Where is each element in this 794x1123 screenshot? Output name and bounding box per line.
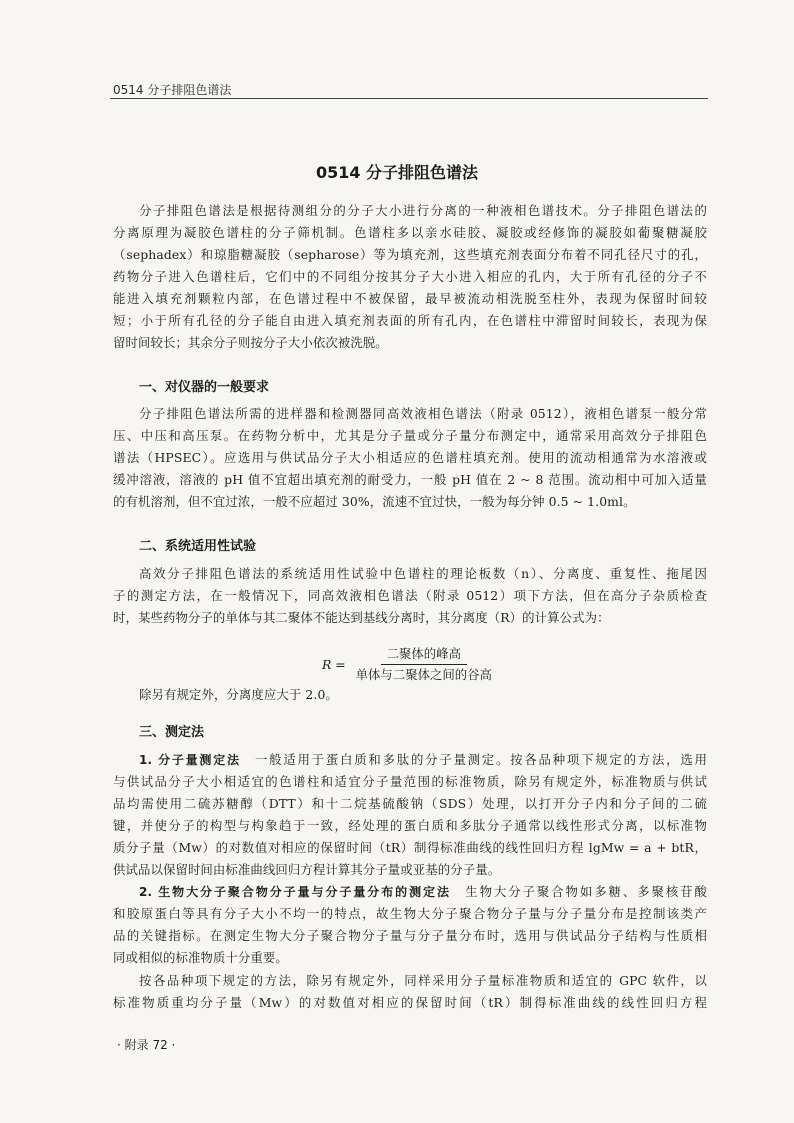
text-line: 压、中压和高压泵。在药物分析中，尤其是分子量或分子量分布测定中，通常采用高效分子排阻色 bbox=[113, 428, 707, 443]
text-line: 的有机溶剂，但不宜过浓，一般不应超过 30%，流速不宜过快，一般为每分钟 0.5 ~ 1.0ml。 bbox=[113, 494, 636, 509]
text-line: 分子排阻色谱法是根据待测组分的分子大小进行分离的一种液相色谱技术。分子排阻色谱法的 bbox=[139, 203, 707, 218]
formula-numerator: 二聚体的峰高 bbox=[381, 645, 467, 665]
item-lead: 2. 生物大分子聚合物分子量与分子量分布的测定法 bbox=[139, 885, 451, 899]
text-line: 除另有规定外，分离度应大于 2.0。 bbox=[139, 687, 338, 702]
text-line: 高效分子排阻色谱法的系统适用性试验中色谱柱的理论板数（n）、分离度、重复性、拖尾因 bbox=[139, 566, 707, 581]
text-line: 子的测定方法，在一般情况下，同高效液相色谱法（附录 0512）项下方法，但在高分子杂质检查 bbox=[113, 588, 707, 603]
text-line: 分子排阻色谱法所需的进样器和检测器同高效液相色谱法（附录 0512），液相色谱泵一般分常 bbox=[139, 406, 707, 421]
text-line: 同或相似的标准物质十分重要。 bbox=[113, 950, 288, 965]
resolution-formula bbox=[322, 645, 498, 684]
text-line: 能进入填充剂颗粒内部，在色谱过程中不被保留，最早被流动相洗脱至柱外，表现为保留时间较 bbox=[113, 291, 707, 306]
section-heading-suitability: 二、系统适用性试验 bbox=[139, 539, 257, 554]
section-heading-instrument: 一、对仪器的一般要求 bbox=[139, 380, 270, 395]
text-line: 谱法（HPSEC）。应选用与供试品分子大小相适应的色谱柱填充剂。使用的流动相通常为水溶液或 bbox=[113, 450, 707, 465]
intro-paragraph bbox=[113, 200, 707, 354]
text-line: 留时间较长；其余分子则按分子大小依次被洗脱。 bbox=[113, 335, 388, 350]
text-line bbox=[113, 749, 707, 771]
text-line: 药物分子进入色谱柱后，它们中的不同组分按其分子大小进入相应的孔内，大于所有孔径的分子不 bbox=[113, 269, 707, 284]
text-line: 短；小于所有孔径的分子能自由进入填充剂表面的所有孔内，在色谱柱中滞留时间较长，表现为保 bbox=[113, 313, 707, 328]
text-line: 和胶原蛋白等具有分子大小不均一的特点，故生物大分子聚合物分子量与分子量分布是控制该类产 bbox=[113, 906, 707, 921]
section-heading-methods: 三、测定法 bbox=[139, 725, 205, 740]
header-rule bbox=[110, 98, 708, 99]
section-instrument-paragraph bbox=[113, 403, 707, 513]
text-line: 品均需使用二硫苏糖醇（DTT）和十二烷基硫酸钠（SDS）处理，以打开分子内和分子间的二硫 bbox=[113, 796, 707, 811]
item-text: 一般适用于蛋白质和多肽的分子量测定。按各品种项下规定的方法，选用 bbox=[254, 752, 707, 767]
text-line: 供试品以保留时间由标准曲线回归方程计算其分子量或亚基的分子量。 bbox=[113, 862, 501, 877]
formula-fraction bbox=[350, 645, 498, 684]
resolution-requirement bbox=[113, 684, 707, 706]
method-molecular-weight bbox=[113, 749, 707, 881]
text-line: 键，并使分子的构型与构象趋于一致，经处理的蛋白质和多肽分子通常以线性形式分离，以标准物 bbox=[113, 818, 707, 833]
text-line: 与供试品分子大小相适宜的色谱柱和适宜分子量范围的标准物质，除另有规定外，标准物质与供试 bbox=[113, 774, 707, 789]
formula-lhs: R = bbox=[322, 657, 346, 672]
running-header: 0514 分子排阻色谱法 bbox=[113, 83, 232, 97]
text-line: 缓冲溶液，溶液的 pH 值不宜超出填充剂的耐受力，一般 pH 值在 2 ~ 8 范围。流动相中可加入适量 bbox=[113, 472, 707, 487]
page-number: · 附录 72 · bbox=[117, 1038, 176, 1052]
item-text: 生物大分子聚合物如多糖、多聚核苷酸 bbox=[465, 884, 707, 899]
formula-denominator: 单体与二聚体之间的谷高 bbox=[355, 667, 492, 682]
text-line: （sephadex）和琼脂糖凝胶（sepharose）等为填充剂，这些填充剂表面分布着不同孔径尺寸的孔， bbox=[113, 247, 707, 262]
item-lead: 1. 分子量测定法 bbox=[139, 753, 241, 767]
text-line: 分离原理为凝胶色谱柱的分子筛机制。色谱柱多以亲水硅胶、凝胶或经修饰的凝胶如葡聚糖凝胶 bbox=[113, 225, 707, 240]
text-line: 质分子量（Mw）的对数值对相应的保留时间（tR）制得标准曲线的线性回归方程 lgMw = a + btR， bbox=[113, 840, 707, 855]
text-line: 标准物质重均分子量（Mw）的对数值对相应的保留时间（tR）制得标准曲线的线性回归方程 bbox=[113, 995, 707, 1010]
text-line: 时，某些药物分子的单体与其二聚体不能达到基线分离时，其分离度（R）的计算公式为： bbox=[113, 610, 610, 625]
page-title: 0514 分子排阻色谱法 bbox=[315, 163, 479, 182]
method-polymer-paragraph bbox=[113, 970, 707, 1014]
text-line: 品的关键指标。在测定生物大分子聚合物分子量与分子量分布时，选用与供试品分子结构与性质相 bbox=[113, 928, 707, 943]
section-suitability-paragraph bbox=[113, 563, 707, 629]
text-line: 按各品种项下规定的方法，除另有规定外，同样采用分子量标准物质和适宜的 GPC 软件，以 bbox=[139, 973, 707, 988]
text-line bbox=[113, 881, 707, 903]
method-polymer-distribution bbox=[113, 881, 707, 969]
